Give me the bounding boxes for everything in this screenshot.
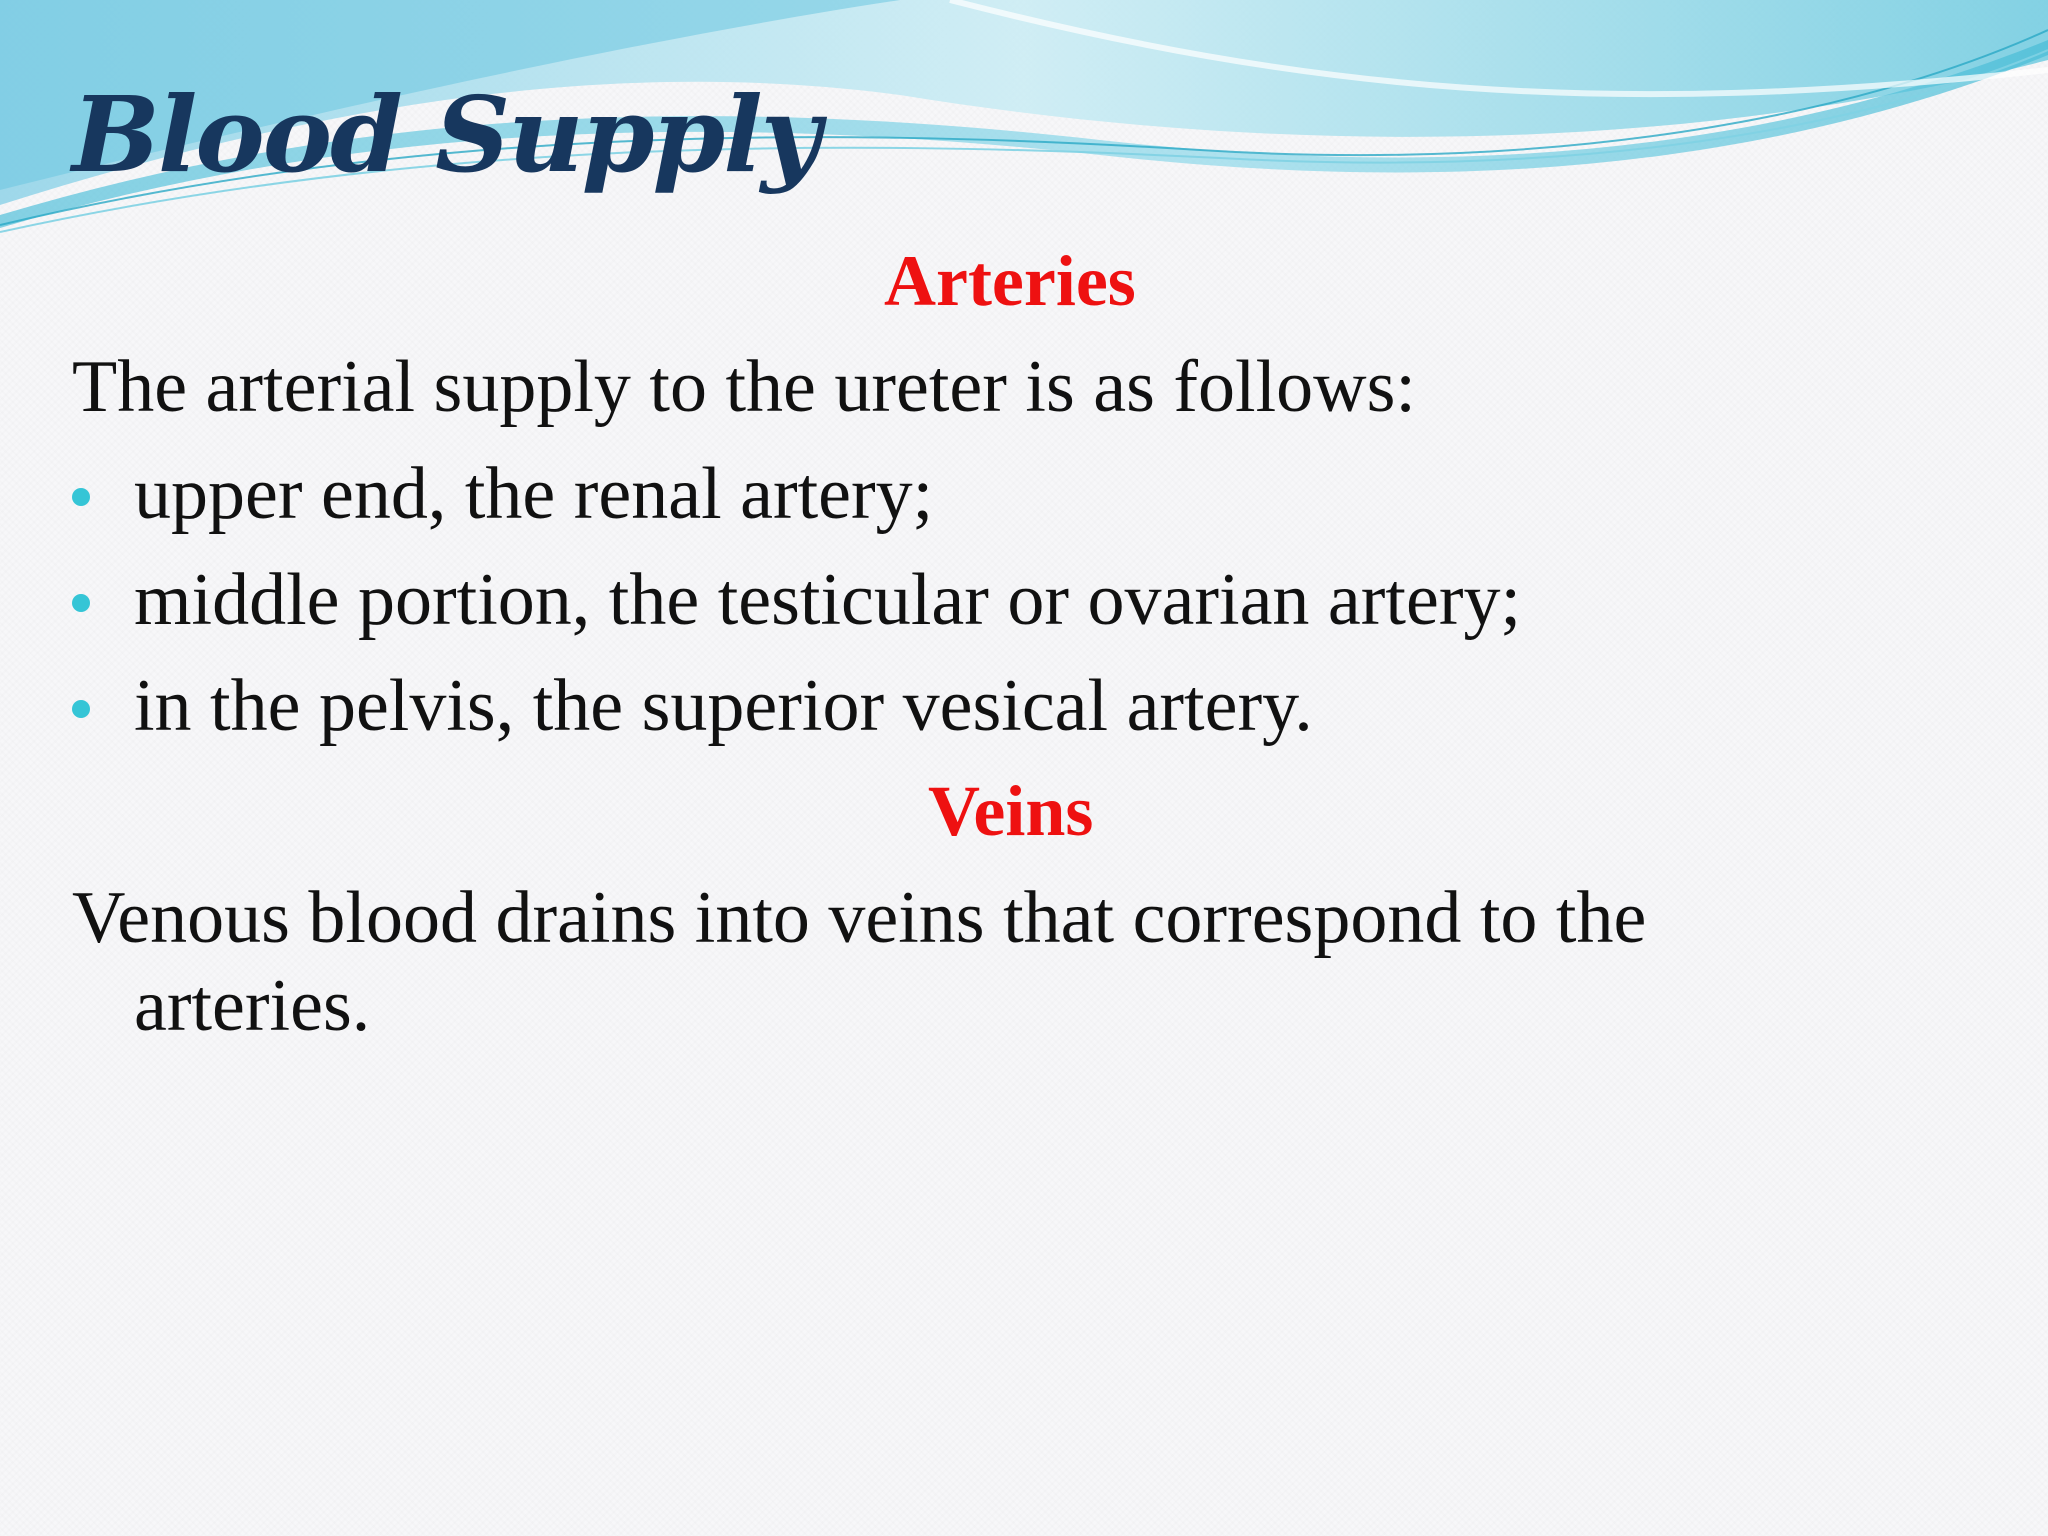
arteries-intro: The arterial supply to the ureter is as follows: xyxy=(72,346,1416,428)
arteries-heading: Arteries xyxy=(884,241,1136,321)
list-item-text: middle portion, the testicular or ovarian artery; xyxy=(134,559,1522,641)
bullet-dot-icon xyxy=(72,488,90,506)
bullet-dot-icon xyxy=(72,594,90,612)
veins-heading: Veins xyxy=(928,771,1094,851)
list-item-text: upper end, the renal artery; xyxy=(134,453,934,535)
veins-text-line-2: arteries. xyxy=(134,965,371,1047)
veins-text-line-1: Venous blood drains into veins that correspond to the xyxy=(72,877,1647,959)
list-item-text: in the pelvis, the superior vesical artery. xyxy=(134,665,1313,747)
bullet-dot-icon xyxy=(72,700,90,718)
slide-title: Blood Supply xyxy=(72,73,820,196)
